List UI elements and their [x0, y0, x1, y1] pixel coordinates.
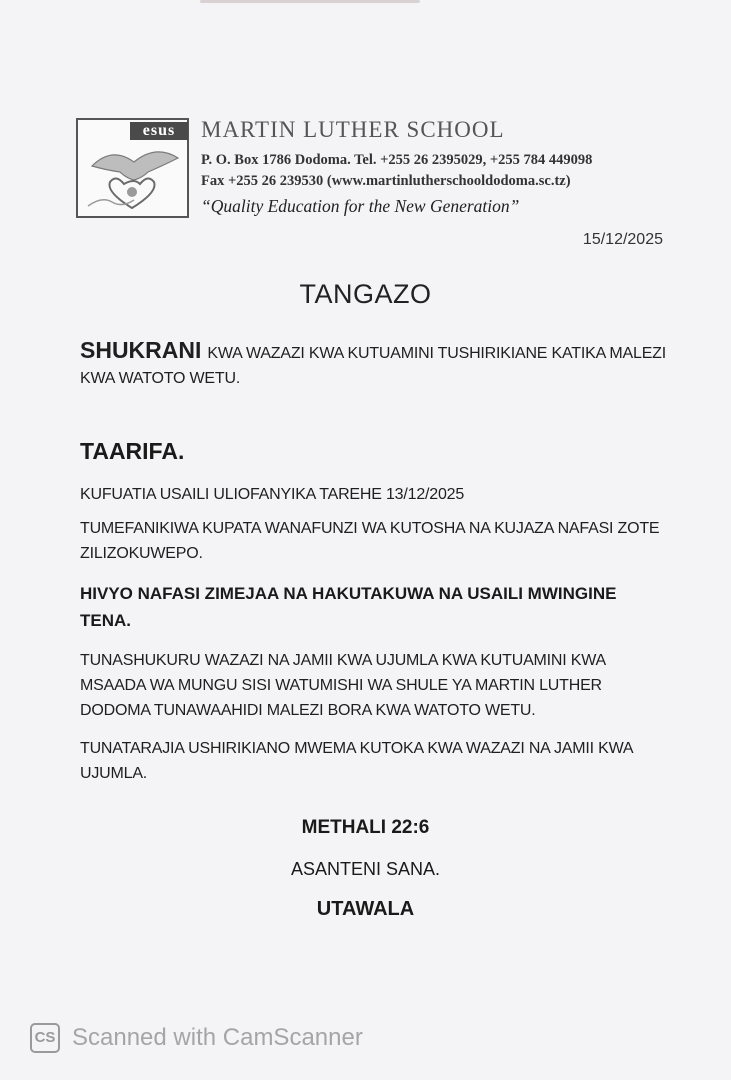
bible-verse: METHALI 22:6	[301, 817, 430, 838]
scan-edge-mark	[200, 0, 420, 3]
document-date: 15/12/2025	[582, 231, 663, 248]
camscanner-logo-icon: CS	[30, 1023, 60, 1053]
dove-heart-icon	[82, 136, 186, 216]
thanks-line: ASANTENI SANA.	[290, 859, 441, 879]
shukrani-paragraph	[80, 338, 670, 391]
shukrani-lead: SHUKRANI	[80, 337, 202, 363]
camscanner-watermark	[30, 1022, 363, 1054]
watermark-text: Scanned with CamScanner	[72, 1024, 363, 1051]
taarifa-paragraph-4: TUNATARAJIA USHIRIKIANO MWEMA KUTOKA KWA WAZAZI NA JAMII KWA UJUMLA.	[80, 740, 633, 782]
shukrani-text: KWA WAZAZI KWA KUTUAMINI TUSHIRIKIANE KATIKA MALEZI KWA WATOTO WETU.	[80, 345, 666, 387]
school-motto: “Quality Education for the New Generation”	[201, 196, 520, 216]
school-info	[201, 118, 681, 217]
taarifa-paragraph-2: TUMEFANIKIWA KUPATA WANAFUNZI WA KUTOSHA NA KUJAZA NAFASI ZOTE ZILIZOKUWEPO.	[80, 520, 660, 562]
taarifa-heading: TAARIFA.	[80, 438, 185, 464]
signoff: UTAWALA	[316, 898, 415, 920]
logo-banner: esus	[130, 122, 188, 140]
fax-line: Fax +255 26 239530 (www.martinlutherschooldodoma.sc.tz)	[201, 173, 571, 189]
taarifa-bold-notice: HIVYO NAFASI ZIMEJAA NA HAKUTAKUWA NA USAILI MWINGINE TENA.	[80, 584, 617, 630]
letterhead	[76, 118, 676, 222]
taarifa-paragraph-3: TUNASHUKURU WAZAZI NA JAMII KWA UJUMLA KWA KUTUAMINI KWA MSAADA WA MUNGU SISI WATUMISHI WA SHULE YA MARTIN LUTHER DODOMA TUNAWAAHIDI MALEZI BORA KWA WATOTO WETU.	[80, 652, 606, 719]
document-title: TANGAZO	[299, 279, 432, 309]
taarifa-paragraph-1: KUFUATIA USAILI ULIOFANYIKA TAREHE 13/12/2025	[80, 486, 465, 503]
school-name: MARTIN LUTHER SCHOOL	[201, 117, 505, 142]
address-line: P. O. Box 1786 Dodoma. Tel. +255 26 2395029, +255 784 449098	[201, 152, 593, 168]
school-logo	[76, 118, 189, 218]
